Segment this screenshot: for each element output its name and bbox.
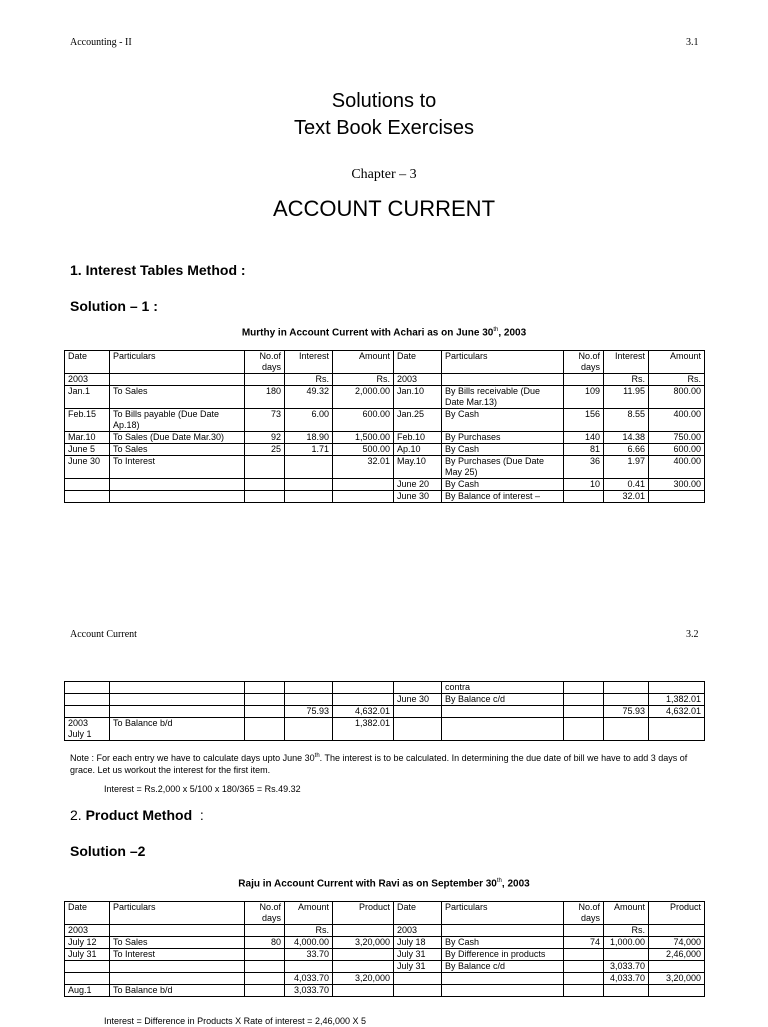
table-cell bbox=[285, 682, 333, 694]
table-cell bbox=[564, 718, 604, 741]
table-cell: June 5 bbox=[65, 444, 110, 456]
table-cell: 1,000.00 bbox=[604, 937, 649, 949]
table-cell bbox=[110, 479, 245, 491]
table-cell: 2,000.00 bbox=[333, 386, 394, 409]
table-cell: contra bbox=[442, 682, 564, 694]
table-cell bbox=[394, 718, 442, 741]
table-cell bbox=[245, 925, 285, 937]
table-cell: To Balance b/d bbox=[110, 718, 245, 741]
table-cell: 156 bbox=[564, 409, 604, 432]
table-cell: 73 bbox=[245, 409, 285, 432]
table-cell bbox=[604, 985, 649, 997]
table-cell bbox=[604, 718, 649, 741]
table-cell bbox=[649, 985, 705, 997]
table-cell: 2003 bbox=[65, 374, 110, 386]
table-cell bbox=[333, 694, 394, 706]
table-cell bbox=[65, 973, 110, 985]
table-cell: Feb.15 bbox=[65, 409, 110, 432]
main-title: ACCOUNT CURRENT bbox=[272, 196, 496, 221]
table-cell bbox=[65, 694, 110, 706]
table-cell bbox=[110, 925, 245, 937]
page-number: 3.1 bbox=[686, 37, 699, 48]
table-cell: 300.00 bbox=[649, 479, 705, 491]
table-cell bbox=[564, 925, 604, 937]
table-row bbox=[65, 456, 705, 479]
table-row bbox=[65, 925, 705, 937]
table-row bbox=[65, 961, 705, 973]
table-cell: 4,033.70 bbox=[604, 973, 649, 985]
table-cell bbox=[604, 682, 649, 694]
table-cell bbox=[649, 961, 705, 973]
table-cell: 36 bbox=[564, 456, 604, 479]
table-cell bbox=[442, 718, 564, 741]
table-cell bbox=[245, 718, 285, 741]
table-cell bbox=[333, 925, 394, 937]
table-cell: Rs. bbox=[285, 925, 333, 937]
table-cell bbox=[564, 694, 604, 706]
table-cell bbox=[245, 949, 285, 961]
table-cell: To Interest bbox=[110, 456, 245, 479]
table-cell: 600.00 bbox=[333, 409, 394, 432]
table-cell bbox=[285, 456, 333, 479]
table-cell bbox=[442, 706, 564, 718]
table-cell: Particulars bbox=[442, 351, 564, 374]
table-cell: By Cash bbox=[442, 409, 564, 432]
table-cell: 4,033.70 bbox=[285, 973, 333, 985]
solution-heading-1: Solution – 1 : bbox=[70, 298, 158, 314]
section-heading-1: 1. Interest Tables Method : bbox=[70, 262, 246, 278]
table-cell: 3,20,000 bbox=[333, 937, 394, 949]
table-cell: 600.00 bbox=[649, 444, 705, 456]
table-cell bbox=[394, 682, 442, 694]
table-cell bbox=[285, 491, 333, 503]
table-cell: Ap.10 bbox=[394, 444, 442, 456]
table-cell bbox=[285, 479, 333, 491]
table-cell: July 18 bbox=[394, 937, 442, 949]
table-cell bbox=[285, 961, 333, 973]
table-cell: 2003 bbox=[65, 925, 110, 937]
table-cell: Rs. bbox=[604, 374, 649, 386]
table-cell: 74,000 bbox=[649, 937, 705, 949]
table-cell: 0.41 bbox=[604, 479, 649, 491]
table-cell bbox=[110, 973, 245, 985]
table-cell: 14.38 bbox=[604, 432, 649, 444]
table-cell: June 20 bbox=[394, 479, 442, 491]
table-cell: 3,033.70 bbox=[604, 961, 649, 973]
table-row bbox=[65, 479, 705, 491]
table-cell: 6.66 bbox=[604, 444, 649, 456]
table-cell: No.of days bbox=[564, 902, 604, 925]
table-cell: Amount bbox=[604, 902, 649, 925]
table-cell: July 12 bbox=[65, 937, 110, 949]
table-cell bbox=[110, 694, 245, 706]
table-cell: 10 bbox=[564, 479, 604, 491]
table-cell: Feb.10 bbox=[394, 432, 442, 444]
table-cell: 2003 bbox=[394, 374, 442, 386]
table-cell: July 31 bbox=[394, 961, 442, 973]
table-cell: 4,632.01 bbox=[649, 706, 705, 718]
interest-formula: Interest = Rs.2,000 x 5/100 x 180/365 = Rs.49.32 bbox=[104, 784, 301, 794]
table-cell bbox=[442, 374, 564, 386]
table-cell bbox=[442, 925, 564, 937]
table-cell: By Cash bbox=[442, 444, 564, 456]
table-cell: 4,000.00 bbox=[285, 937, 333, 949]
table-cell: By Difference in products bbox=[442, 949, 564, 961]
table-cell: Date bbox=[65, 902, 110, 925]
table-cell: 1.71 bbox=[285, 444, 333, 456]
table-cell: By Balance c/d bbox=[442, 694, 564, 706]
table-row bbox=[65, 706, 705, 718]
account-table-1 bbox=[64, 350, 705, 503]
table-cell: 140 bbox=[564, 432, 604, 444]
table-cell: Amount bbox=[333, 351, 394, 374]
table-cell bbox=[442, 973, 564, 985]
table-cell bbox=[333, 949, 394, 961]
table-caption-2: Raju in Account Current with Ravi as on September 30th, 2003 bbox=[238, 878, 530, 890]
table-cell: 1,500.00 bbox=[333, 432, 394, 444]
table-cell bbox=[333, 985, 394, 997]
table-cell: Rs. bbox=[649, 374, 705, 386]
note-paragraph: Note : For each entry we have to calculate days upto June 30th. The interest is to be calculated. In determining the due date of bill we have to add 3 days of grace. Let us workout the interest for the first item. bbox=[70, 753, 688, 775]
table-row bbox=[65, 937, 705, 949]
table-cell: Product bbox=[649, 902, 705, 925]
table-cell bbox=[245, 682, 285, 694]
table-cell bbox=[649, 925, 705, 937]
table-cell: To Balance b/d bbox=[110, 985, 245, 997]
table-cell: By Cash bbox=[442, 937, 564, 949]
table-cell bbox=[245, 706, 285, 718]
table-cell bbox=[65, 491, 110, 503]
table-cell bbox=[245, 694, 285, 706]
table-cell: 80 bbox=[245, 937, 285, 949]
table-row bbox=[65, 374, 705, 386]
table-cell: 750.00 bbox=[649, 432, 705, 444]
account-table-2 bbox=[64, 901, 705, 997]
table-cell: 1,382.01 bbox=[333, 718, 394, 741]
table-cell bbox=[394, 973, 442, 985]
table-row bbox=[65, 386, 705, 409]
table-cell: 6.00 bbox=[285, 409, 333, 432]
table-cell bbox=[649, 682, 705, 694]
table-row bbox=[65, 409, 705, 432]
running-header-left-2: Account Current bbox=[70, 629, 137, 640]
table-cell bbox=[333, 682, 394, 694]
table-cell: Jan.10 bbox=[394, 386, 442, 409]
table-row bbox=[65, 682, 705, 694]
table-row bbox=[65, 718, 705, 741]
table-cell bbox=[245, 491, 285, 503]
table-cell: 400.00 bbox=[649, 409, 705, 432]
table-cell bbox=[564, 706, 604, 718]
account-table-1-continued bbox=[64, 681, 705, 741]
table-cell bbox=[110, 374, 245, 386]
table-cell bbox=[110, 961, 245, 973]
footer-formula: Interest = Difference in Products X Rate of interest = 2,46,000 X 5 bbox=[104, 1016, 366, 1026]
table-cell: 81 bbox=[564, 444, 604, 456]
table-cell: June 30 bbox=[394, 694, 442, 706]
table-row bbox=[65, 985, 705, 997]
table-cell bbox=[604, 949, 649, 961]
section-heading-2: 2. Product Method : bbox=[70, 807, 204, 823]
running-header-left: Accounting - II bbox=[70, 37, 132, 48]
table-cell: 400.00 bbox=[649, 456, 705, 479]
table-cell: By Balance c/d bbox=[442, 961, 564, 973]
table-cell bbox=[564, 949, 604, 961]
table-cell: Date bbox=[65, 351, 110, 374]
page-number-2: 3.2 bbox=[686, 629, 699, 640]
table-cell bbox=[110, 706, 245, 718]
table-cell: Mar.10 bbox=[65, 432, 110, 444]
table-cell: 3,20,000 bbox=[649, 973, 705, 985]
solution-heading-2: Solution –2 bbox=[70, 843, 146, 859]
table-row bbox=[65, 491, 705, 503]
table-cell bbox=[442, 985, 564, 997]
table-cell: 25 bbox=[245, 444, 285, 456]
table-cell bbox=[564, 961, 604, 973]
table-cell bbox=[245, 985, 285, 997]
table-cell bbox=[245, 973, 285, 985]
table-cell: To Sales bbox=[110, 937, 245, 949]
table-cell bbox=[333, 491, 394, 503]
page-title-line2: Text Book Exercises bbox=[293, 117, 475, 139]
table-cell: July 31 bbox=[394, 949, 442, 961]
table-cell bbox=[245, 456, 285, 479]
table-cell: 8.55 bbox=[604, 409, 649, 432]
table-row bbox=[65, 444, 705, 456]
table-cell: 33.70 bbox=[285, 949, 333, 961]
table-cell: Particulars bbox=[442, 902, 564, 925]
table-cell: By Cash bbox=[442, 479, 564, 491]
table-header-row bbox=[65, 902, 705, 925]
table-cell: 3,033.70 bbox=[285, 985, 333, 997]
table-cell bbox=[649, 718, 705, 741]
table-cell: Rs. bbox=[285, 374, 333, 386]
table-cell bbox=[564, 985, 604, 997]
table-caption-1: Murthy in Account Current with Achari as on June 30th, 2003 bbox=[241, 327, 527, 339]
table-cell: 2003 bbox=[394, 925, 442, 937]
table-cell bbox=[285, 718, 333, 741]
table-cell bbox=[110, 682, 245, 694]
table-cell: June 30 bbox=[65, 456, 110, 479]
table-cell: 800.00 bbox=[649, 386, 705, 409]
table-cell: 1,382.01 bbox=[649, 694, 705, 706]
table-cell: Rs. bbox=[604, 925, 649, 937]
table-cell: Interest bbox=[285, 351, 333, 374]
table-cell bbox=[649, 491, 705, 503]
table-cell: 2003 July 1 bbox=[65, 718, 110, 741]
table-cell: 500.00 bbox=[333, 444, 394, 456]
table-cell: To Interest bbox=[110, 949, 245, 961]
table-cell bbox=[564, 374, 604, 386]
table-cell: To Sales (Due Date Mar.30) bbox=[110, 432, 245, 444]
table-cell: 180 bbox=[245, 386, 285, 409]
table-cell bbox=[65, 961, 110, 973]
table-cell: By Purchases bbox=[442, 432, 564, 444]
table-cell: 49.32 bbox=[285, 386, 333, 409]
table-cell: 109 bbox=[564, 386, 604, 409]
table-cell: 75.93 bbox=[285, 706, 333, 718]
table-cell: No.of days bbox=[564, 351, 604, 374]
table-cell bbox=[604, 694, 649, 706]
table-cell: Amount bbox=[285, 902, 333, 925]
table-header-row bbox=[65, 351, 705, 374]
table-cell: 18.90 bbox=[285, 432, 333, 444]
table-cell: Date bbox=[394, 902, 442, 925]
table-row bbox=[65, 694, 705, 706]
table-cell bbox=[564, 973, 604, 985]
table-cell bbox=[564, 682, 604, 694]
table-cell bbox=[245, 374, 285, 386]
table-cell: 75.93 bbox=[604, 706, 649, 718]
table-cell: Jan.1 bbox=[65, 386, 110, 409]
table-cell bbox=[394, 985, 442, 997]
table-cell: Amount bbox=[649, 351, 705, 374]
table-cell bbox=[65, 706, 110, 718]
table-cell: 74 bbox=[564, 937, 604, 949]
table-cell: 11.95 bbox=[604, 386, 649, 409]
table-cell: 32.01 bbox=[333, 456, 394, 479]
table-cell bbox=[394, 706, 442, 718]
table-cell: By Purchases (Due Date May 25) bbox=[442, 456, 564, 479]
table-cell bbox=[245, 479, 285, 491]
table-cell: July 31 bbox=[65, 949, 110, 961]
table-cell: 1.97 bbox=[604, 456, 649, 479]
table-cell: Product bbox=[333, 902, 394, 925]
table-cell bbox=[333, 479, 394, 491]
table-cell: To Sales bbox=[110, 386, 245, 409]
table-cell bbox=[110, 491, 245, 503]
table-row bbox=[65, 973, 705, 985]
table-cell bbox=[245, 961, 285, 973]
table-cell: 3,20,000 bbox=[333, 973, 394, 985]
table-cell: Date bbox=[394, 351, 442, 374]
table-cell: 2,46,000 bbox=[649, 949, 705, 961]
table-row bbox=[65, 949, 705, 961]
table-cell bbox=[285, 694, 333, 706]
table-cell bbox=[333, 961, 394, 973]
table-cell: By Bills receivable (Due Date Mar.13) bbox=[442, 386, 564, 409]
table-cell bbox=[65, 682, 110, 694]
table-cell: Particulars bbox=[110, 902, 245, 925]
table-cell: To Sales bbox=[110, 444, 245, 456]
table-cell bbox=[564, 491, 604, 503]
table-row bbox=[65, 432, 705, 444]
table-cell: No.of days bbox=[245, 902, 285, 925]
page-title-line1: Solutions to bbox=[331, 90, 437, 112]
table-cell: June 30 bbox=[394, 491, 442, 503]
table-cell: Rs. bbox=[333, 374, 394, 386]
table-cell: By Balance of interest – bbox=[442, 491, 564, 503]
table-cell: Aug.1 bbox=[65, 985, 110, 997]
table-cell: No.of days bbox=[245, 351, 285, 374]
table-cell: Jan.25 bbox=[394, 409, 442, 432]
table-cell: 92 bbox=[245, 432, 285, 444]
chapter-label: Chapter – 3 bbox=[351, 167, 417, 182]
table-cell: Particulars bbox=[110, 351, 245, 374]
table-cell: May.10 bbox=[394, 456, 442, 479]
table-cell: To Bills payable (Due Date Ap.18) bbox=[110, 409, 245, 432]
table-cell: Interest bbox=[604, 351, 649, 374]
table-cell: 4,632.01 bbox=[333, 706, 394, 718]
table-cell bbox=[65, 479, 110, 491]
table-cell: 32.01 bbox=[604, 491, 649, 503]
